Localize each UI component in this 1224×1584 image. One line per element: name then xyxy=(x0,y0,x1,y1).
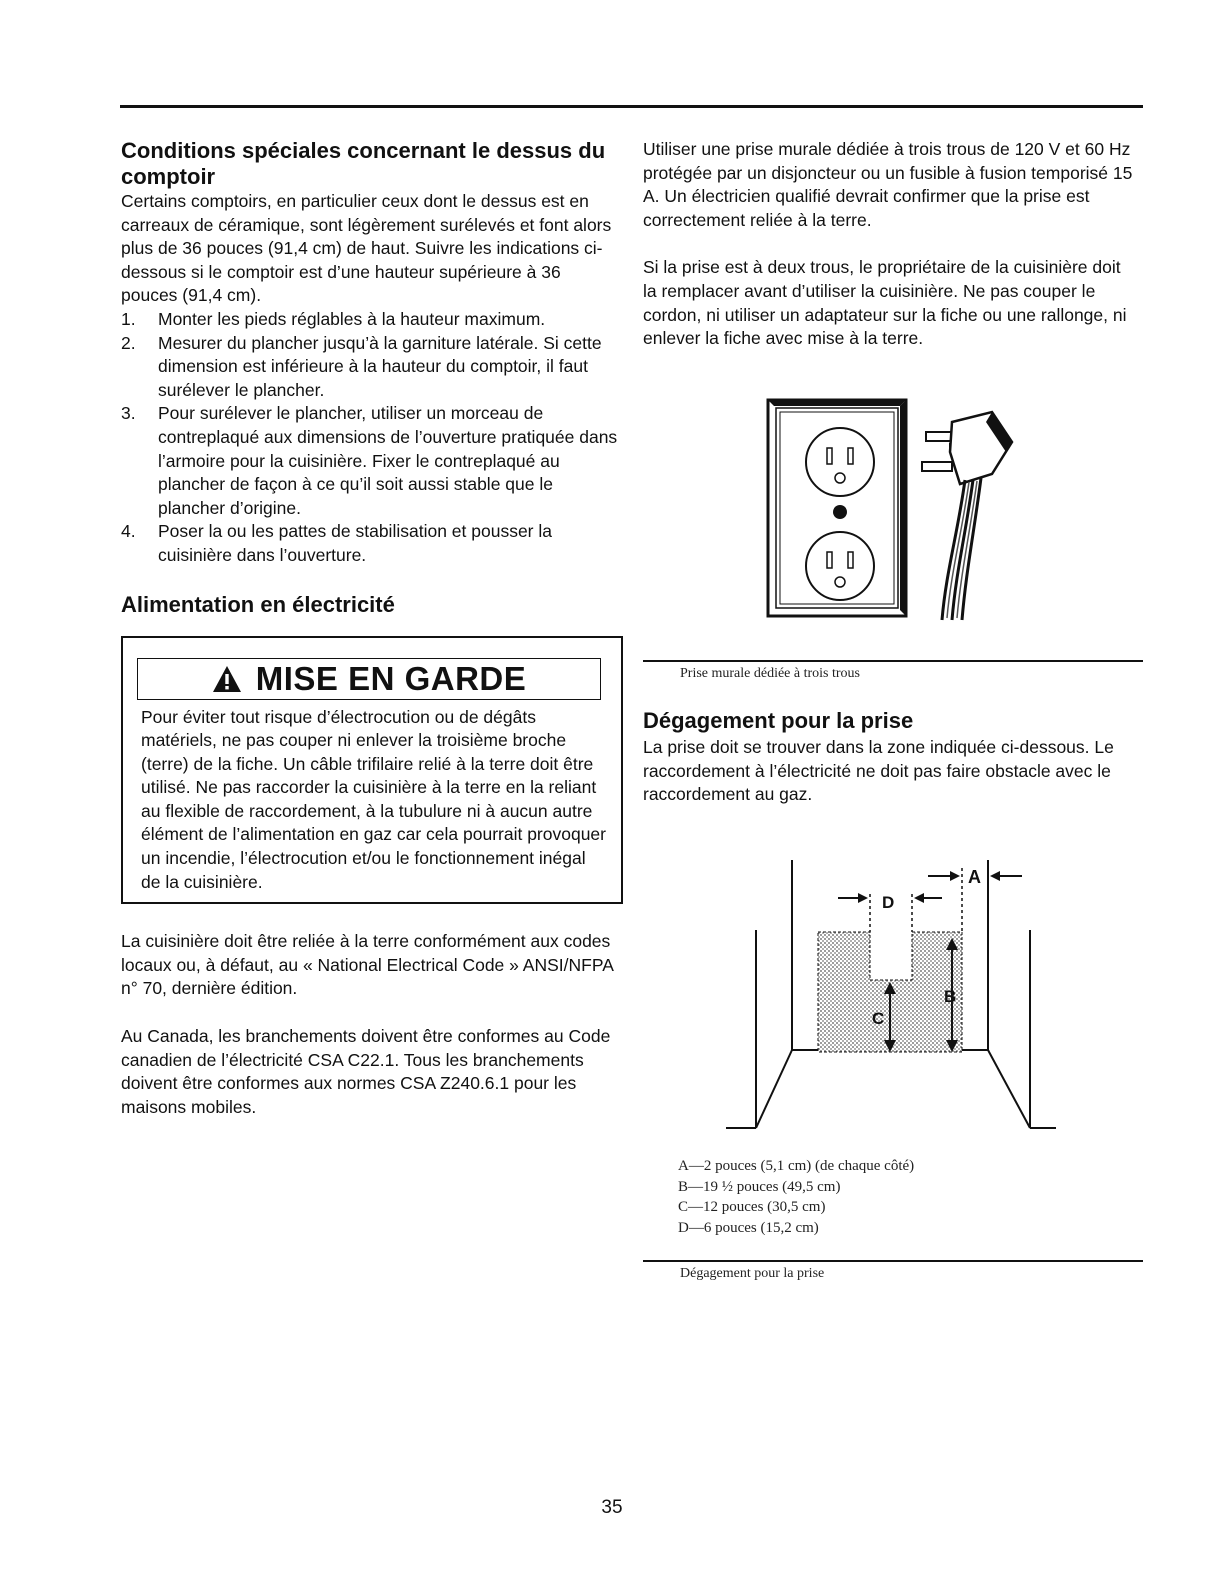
list-item xyxy=(121,332,621,403)
left-column xyxy=(121,138,621,1119)
step-text: Monter les pieds réglables à la hauteur maximum. xyxy=(158,308,546,329)
label-a: A xyxy=(968,867,981,887)
warning-title: MISE EN GARDE xyxy=(255,659,527,697)
counter-section-title: Conditions spéciales concernant le dessus du comptoir xyxy=(121,138,606,189)
power-section-title: Alimentation en électricité xyxy=(121,591,395,617)
legend-item-d: D—6 pouces (15,2 cm) xyxy=(678,1219,819,1236)
warning-header xyxy=(137,658,601,700)
top-rule xyxy=(120,105,1143,108)
right-column xyxy=(643,138,1143,351)
clearance-diagram xyxy=(720,850,1060,1140)
clearance-paragraph: La prise doit se trouver dans la zone indiquée ci-dessous. Le raccordement à l’électricité ne doit pas faire obstacle avec le raccordement au gaz. xyxy=(643,737,1114,805)
outlet-paragraph: Utiliser une prise murale dédiée à trois trous de 120 V et 60 Hz protégée par un disjoncteur ou un fusible à fusion temporisé 15 A. Un électricien qualifié devrait confirmer que la prise est correctement reliée à la terre. xyxy=(643,139,1133,230)
legend-item-c: C—12 pouces (30,5 cm) xyxy=(678,1199,826,1215)
label-d: D xyxy=(882,893,895,912)
step-number: 1. xyxy=(121,308,136,329)
step-text: Pour surélever le plancher, utiliser un morceau de contreplaqué aux dimensions de l’ouverture pratiquée dans l’armoire pour la cuisinière. Fixer le contreplaqué au plancher de façon à ce qu’il soit aussi stable que le plancher d’origine. xyxy=(158,403,618,518)
step-number: 2. xyxy=(121,332,136,353)
clearance-caption-rule xyxy=(643,1260,1143,1262)
wall-outlet-plate xyxy=(768,400,906,616)
warning-box xyxy=(121,636,623,905)
clearance-section xyxy=(643,708,1143,807)
list-item xyxy=(121,520,621,567)
two-hole-paragraph: Si la prise est à deux trous, le propriétaire de la cuisinière doit la remplacer avant d’utiliser la cuisinière. Ne pas couper le cordon, ni utiliser un adaptateur sur la fiche ou une rallonge, ni enlever la fiche avec mise à la terre. xyxy=(643,257,1127,349)
ground-paragraph: La cuisinière doit être reliée à la terre conformément aux codes locaux ou, à défaut, au « National Electrical Code » ANSI/NFPA n° 70, dernière édition. xyxy=(121,931,613,999)
clearance-legend xyxy=(678,1156,914,1238)
legend-item-b: B—19 ½ pouces (49,5 cm) xyxy=(678,1178,841,1195)
three-prong-plug xyxy=(922,412,1012,620)
step-number: 4. xyxy=(121,521,136,542)
label-c: C xyxy=(872,1009,885,1028)
step-text: Poser la ou les pattes de stabilisation et pousser la cuisinière dans l’ouverture. xyxy=(158,521,552,565)
step-number: 3. xyxy=(121,403,136,424)
clearance-section-title: Dégagement pour la prise xyxy=(643,708,914,733)
warning-triangle-icon xyxy=(212,665,242,693)
clearance-caption: Dégagement pour la prise xyxy=(680,1266,825,1281)
counter-intro-paragraph: Certains comptoirs, en particulier ceux dont le dessus est en carreaux de céramique, sont légèrement surélevés et font alors plus de 36 pouces (91,4 cm) de haut. Suivre les indications ci-dessous si le comptoir est d’une hauteur supérieure à 36 pouces (91,4 cm). xyxy=(121,191,612,306)
counter-steps-list xyxy=(121,308,621,568)
label-b: B xyxy=(944,987,957,1006)
step-text: Mesurer du plancher jusqu’à la garniture latérale. Si cette dimension est inférieure à la hauteur du comptoir, il faut surélever le plancher. xyxy=(158,332,602,400)
page-number: 35 xyxy=(601,1497,623,1518)
outlet-and-plug-illustration xyxy=(760,392,1030,624)
canada-paragraph: Au Canada, les branchements doivent être conformes au Code canadien de l’électricité CSA C22.1. Tous les branchements doivent être conformes aux normes CSA Z240.6.1 pour les maisons mobiles. xyxy=(121,1026,611,1117)
legend-item-a: A—2 pouces (5,1 cm) (de chaque côté) xyxy=(678,1158,915,1174)
outlet-caption: Prise murale dédiée à trois trous xyxy=(680,666,861,681)
warning-text: Pour éviter tout risque d’électrocution ou de dégâts matériels, ne pas couper ni enlever la troisième broche (terre) de la fiche. Un câble trifilaire relié à la terre doit être utilisé. Ne pas raccorder la cuisinière à la terre en la reliant au flexible de raccordement, à la tubulure ni à aucun autre élément de l’alimentation en gaz car cela pourrait provoquer un incendie, l’électrocution et/ou le fonctionnement inégal de la cuisinière. xyxy=(141,706,606,892)
list-item xyxy=(121,308,621,332)
outlet-caption-rule xyxy=(643,660,1143,662)
list-item xyxy=(121,402,621,520)
